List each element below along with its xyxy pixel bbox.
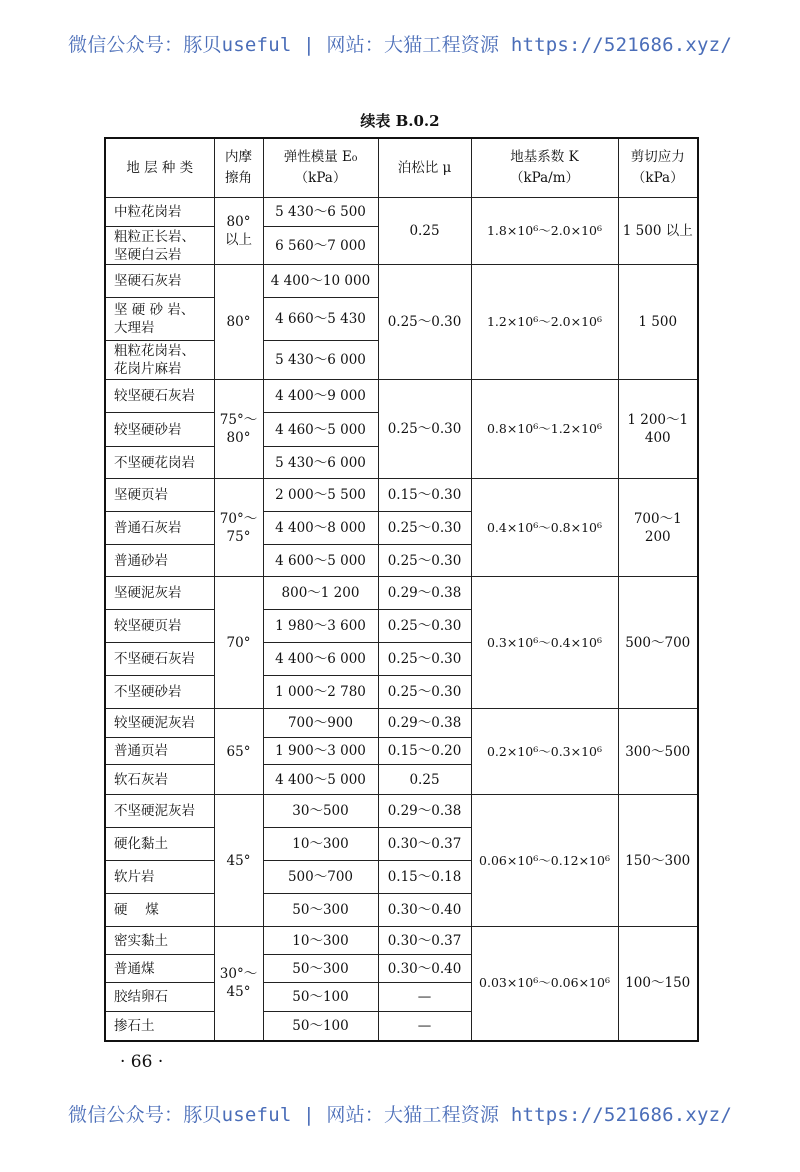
friction-angle: 75°～80° (214, 380, 263, 479)
table-row (105, 479, 698, 512)
elastic-modulus: 50～100 (263, 983, 378, 1012)
poisson-ratio: 0.15～0.30 (378, 479, 471, 512)
header-foundation-coefficient: 地基系数 K （kPa/m） (471, 138, 618, 198)
header-stratum-type: 地 层 种 类 (105, 138, 214, 198)
foundation-coefficient: 0.2×10⁶～0.3×10⁶ (471, 709, 618, 795)
poisson-ratio: 0.25～0.30 (378, 545, 471, 577)
stratum-name: 普通煤 (105, 955, 214, 983)
poisson-ratio: 0.25～0.30 (378, 676, 471, 709)
header-shear-stress: 剪切应力 （kPa） (618, 138, 698, 198)
stratum-name: 坚硬页岩 (105, 479, 214, 512)
poisson-ratio: 0.30～0.37 (378, 828, 471, 861)
poisson-ratio: 0.30～0.40 (378, 955, 471, 983)
friction-angle: 30°～45° (214, 927, 263, 1041)
stratum-name: 不坚硬石灰岩 (105, 643, 214, 676)
elastic-modulus: 4 400～10 000 (263, 265, 378, 298)
elastic-modulus: 2 000～5 500 (263, 479, 378, 512)
watermark-bottom: 微信公众号：豚贝useful | 网站：大猫工程资源 https://521686.xyz/ (68, 1104, 732, 1126)
elastic-modulus: 4 660～5 430 (263, 298, 378, 341)
shear-stress: 300～500 (618, 709, 698, 795)
elastic-modulus: 1 900～3 000 (263, 738, 378, 765)
elastic-modulus: 30～500 (263, 795, 378, 828)
elastic-modulus: 5 430～6 000 (263, 447, 378, 479)
elastic-modulus: 4 460～5 000 (263, 413, 378, 447)
table-row (105, 795, 698, 828)
elastic-modulus: 1 980～3 600 (263, 610, 378, 643)
friction-angle: 80° (214, 265, 263, 380)
stratum-name: 粗粒正长岩、 坚硬白云岩 (105, 227, 214, 265)
stratum-name: 较坚硬泥灰岩 (105, 709, 214, 738)
shear-stress: 700～1 200 (618, 479, 698, 577)
elastic-modulus: 4 600～5 000 (263, 545, 378, 577)
watermark-top: 微信公众号：豚贝useful | 网站：大猫工程资源 https://521686.xyz/ (68, 34, 732, 56)
table-row (105, 265, 698, 298)
elastic-modulus: 4 400～8 000 (263, 512, 378, 545)
poisson-ratio: 0.30～0.40 (378, 894, 471, 927)
foundation-coefficient: 0.3×10⁶～0.4×10⁶ (471, 577, 618, 709)
table-row (105, 198, 698, 227)
foundation-coefficient: 1.8×10⁶～2.0×10⁶ (471, 198, 618, 265)
poisson-ratio: 0.25 (378, 198, 471, 265)
friction-angle: 70°～75° (214, 479, 263, 577)
foundation-coefficient: 0.06×10⁶～0.12×10⁶ (471, 795, 618, 927)
elastic-modulus: 50～300 (263, 955, 378, 983)
stratum-name: 不坚硬花岗岩 (105, 447, 214, 479)
poisson-ratio: 0.25～0.30 (378, 265, 471, 380)
foundation-coefficient: 0.03×10⁶～0.06×10⁶ (471, 927, 618, 1041)
stratum-name: 普通页岩 (105, 738, 214, 765)
elastic-modulus: 1 000～2 780 (263, 676, 378, 709)
elastic-modulus: 5 430～6 500 (263, 198, 378, 227)
poisson-ratio: — (378, 1012, 471, 1041)
shear-stress: 150～300 (618, 795, 698, 927)
elastic-modulus: 800～1 200 (263, 577, 378, 610)
poisson-ratio: 0.25 (378, 765, 471, 795)
friction-angle: 80° 以上 (214, 198, 263, 265)
foundation-coefficient: 0.4×10⁶～0.8×10⁶ (471, 479, 618, 577)
friction-angle: 70° (214, 577, 263, 709)
shear-stress: 1 500 以上 (618, 198, 698, 265)
header-elastic-modulus: 弹性模量 E₀ （kPa） (263, 138, 378, 198)
elastic-modulus: 4 400～5 000 (263, 765, 378, 795)
poisson-ratio: 0.29～0.38 (378, 709, 471, 738)
stratum-name: 不坚硬泥灰岩 (105, 795, 214, 828)
shear-stress: 1 200～1 400 (618, 380, 698, 479)
stratum-name: 较坚硬页岩 (105, 610, 214, 643)
stratum-name: 密实黏土 (105, 927, 214, 955)
stratum-name: 坚硬石灰岩 (105, 265, 214, 298)
stratum-name: 普通砂岩 (105, 545, 214, 577)
foundation-coefficient: 1.2×10⁶～2.0×10⁶ (471, 265, 618, 380)
rock-properties-table (104, 137, 699, 1042)
header-friction-angle: 内摩 擦角 (214, 138, 263, 198)
elastic-modulus: 6 560～7 000 (263, 227, 378, 265)
stratum-name: 粗粒花岗岩、 花岗片麻岩 (105, 341, 214, 380)
page-number: · 66 · (120, 1052, 164, 1072)
elastic-modulus: 5 430～6 000 (263, 341, 378, 380)
poisson-ratio: 0.29～0.38 (378, 795, 471, 828)
header-row (105, 138, 698, 198)
elastic-modulus: 50～300 (263, 894, 378, 927)
poisson-ratio: 0.25～0.30 (378, 512, 471, 545)
header-poisson-ratio: 泊松比 μ (378, 138, 471, 198)
stratum-name: 中粒花岗岩 (105, 198, 214, 227)
poisson-ratio: 0.29～0.38 (378, 577, 471, 610)
elastic-modulus: 4 400～6 000 (263, 643, 378, 676)
poisson-ratio: 0.25～0.30 (378, 380, 471, 479)
stratum-name: 软石灰岩 (105, 765, 214, 795)
shear-stress: 500～700 (618, 577, 698, 709)
stratum-name: 较坚硬石灰岩 (105, 380, 214, 413)
elastic-modulus: 700～900 (263, 709, 378, 738)
stratum-name: 掺石土 (105, 1012, 214, 1041)
friction-angle: 65° (214, 709, 263, 795)
stratum-name: 不坚硬砂岩 (105, 676, 214, 709)
poisson-ratio: 0.25～0.30 (378, 610, 471, 643)
poisson-ratio: 0.15～0.20 (378, 738, 471, 765)
poisson-ratio: 0.30～0.37 (378, 927, 471, 955)
stratum-name: 普通石灰岩 (105, 512, 214, 545)
table-row (105, 380, 698, 413)
foundation-coefficient: 0.8×10⁶～1.2×10⁶ (471, 380, 618, 479)
elastic-modulus: 10～300 (263, 828, 378, 861)
elastic-modulus: 4 400～9 000 (263, 380, 378, 413)
stratum-name: 较坚硬砂岩 (105, 413, 214, 447)
shear-stress: 100～150 (618, 927, 698, 1041)
poisson-ratio: 0.25～0.30 (378, 643, 471, 676)
elastic-modulus: 500～700 (263, 861, 378, 894)
stratum-name: 硬 煤 (105, 894, 214, 927)
shear-stress: 1 500 (618, 265, 698, 380)
stratum-name: 坚 硬 砂 岩、 大理岩 (105, 298, 214, 341)
poisson-ratio: 0.15～0.18 (378, 861, 471, 894)
table-row (105, 709, 698, 738)
stratum-name: 硬化黏土 (105, 828, 214, 861)
elastic-modulus: 10～300 (263, 927, 378, 955)
table-title: 续表 B.0.2 (360, 112, 440, 130)
poisson-ratio: — (378, 983, 471, 1012)
table-row (105, 927, 698, 955)
table-row (105, 577, 698, 610)
stratum-name: 软片岩 (105, 861, 214, 894)
stratum-name: 胶结卵石 (105, 983, 214, 1012)
stratum-name: 坚硬泥灰岩 (105, 577, 214, 610)
friction-angle: 45° (214, 795, 263, 927)
elastic-modulus: 50～100 (263, 1012, 378, 1041)
